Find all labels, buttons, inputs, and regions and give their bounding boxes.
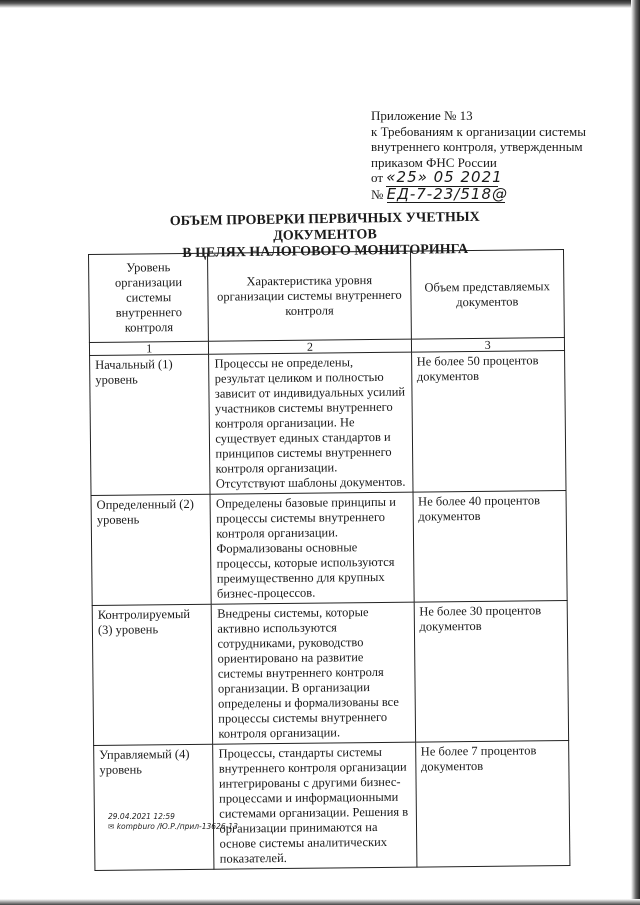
row-level: Контролируемый (3) уровень	[92, 604, 213, 745]
title-line-1: ОБЪЕМ ПРОВЕРКИ ПЕРВИЧНЫХ УЧЕТНЫХ ДОКУМЕНТОВ	[169, 209, 480, 244]
row-description: Процессы, стандарты системы внутреннего контроля организации интегрированы с другими бизнес-процессами и информационными системами организации. Решения в организации принимаются на основе системы аналитических показателей.	[213, 742, 416, 869]
appendix-line-3: внутреннего контроля, утвержденным	[371, 139, 583, 154]
footer-path: kompburo /Ю.Р./прил-13626-13	[116, 822, 238, 831]
title-line-2: В ЦЕЛЯХ НАЛОГОВОГО МОНИТОРИНГА	[182, 242, 469, 261]
appendix-line-1: Приложение № 13	[371, 108, 473, 123]
header-description: Характеристика уровня организации системы внутреннего контроля	[208, 251, 411, 341]
table-row	[94, 740, 570, 870]
row-level: Определенный (2) уровень	[91, 494, 212, 605]
appendix-line-4: приказом ФНС России	[371, 154, 497, 170]
header-volume: Объем представляемых документов	[410, 250, 564, 340]
table-row	[90, 351, 566, 496]
row-description: Определены базовые принципы и процессы системы внутреннего контроля организации. Формализованы основные процессы, которые используются преимущественно для крупных бизнес-процессов.	[210, 492, 413, 604]
scan-edge-right	[631, 0, 640, 905]
table-header-row	[89, 250, 565, 343]
column-number-1: 1	[89, 341, 209, 355]
number-prefix: №	[371, 186, 384, 202]
footer-path-line	[108, 822, 238, 832]
appendix-line-2: к Требованиям к организации системы	[371, 123, 587, 139]
scan-edge-top	[0, 0, 640, 8]
row-description: Процессы не определены, результат целиком и полностью зависит от индивидуальных усилий участников системы внутреннего контроля организации. Не существует единых стандартов и принципов системы внутреннего контроля организации. Отсутствуют шаблоны документов.	[209, 352, 413, 494]
envelope-icon: ✉	[108, 822, 115, 831]
column-number-3: 3	[411, 338, 565, 353]
print-footer	[108, 812, 238, 832]
table-row	[91, 491, 567, 606]
appendix-number-line	[371, 184, 586, 204]
row-volume: Не более 30 процентов документов	[414, 601, 569, 743]
row-volume: Не более 40 процентов документов	[413, 491, 568, 603]
handwritten-order-number: ЕД-7-23/518@	[386, 184, 508, 203]
date-prefix: от	[371, 170, 384, 185]
row-volume: Не более 50 процентов документов	[411, 351, 566, 493]
scan-edge-bottom	[0, 899, 640, 905]
row-volume: Не более 7 процентов документов	[415, 740, 570, 867]
footer-timestamp: 29.04.2021 12:59	[108, 812, 175, 821]
handwritten-date: «25» 05 2021	[386, 168, 503, 186]
row-level: Начальный (1) уровень	[90, 354, 211, 495]
appendix-block	[371, 108, 586, 203]
row-description: Внедрены системы, которые активно используются сотрудниками, руководство ориентировано на развитие системы внутреннего контроля организации. В организации определены и формализованы все процессы системы внутреннего контроля организации.	[212, 602, 416, 744]
column-number-2: 2	[209, 339, 411, 354]
header-level: Уровень организации системы внутреннего контроля	[89, 253, 209, 342]
levels-table	[88, 249, 570, 871]
row-level: Управляемый (4) уровень	[94, 744, 215, 870]
table-row	[92, 601, 568, 746]
